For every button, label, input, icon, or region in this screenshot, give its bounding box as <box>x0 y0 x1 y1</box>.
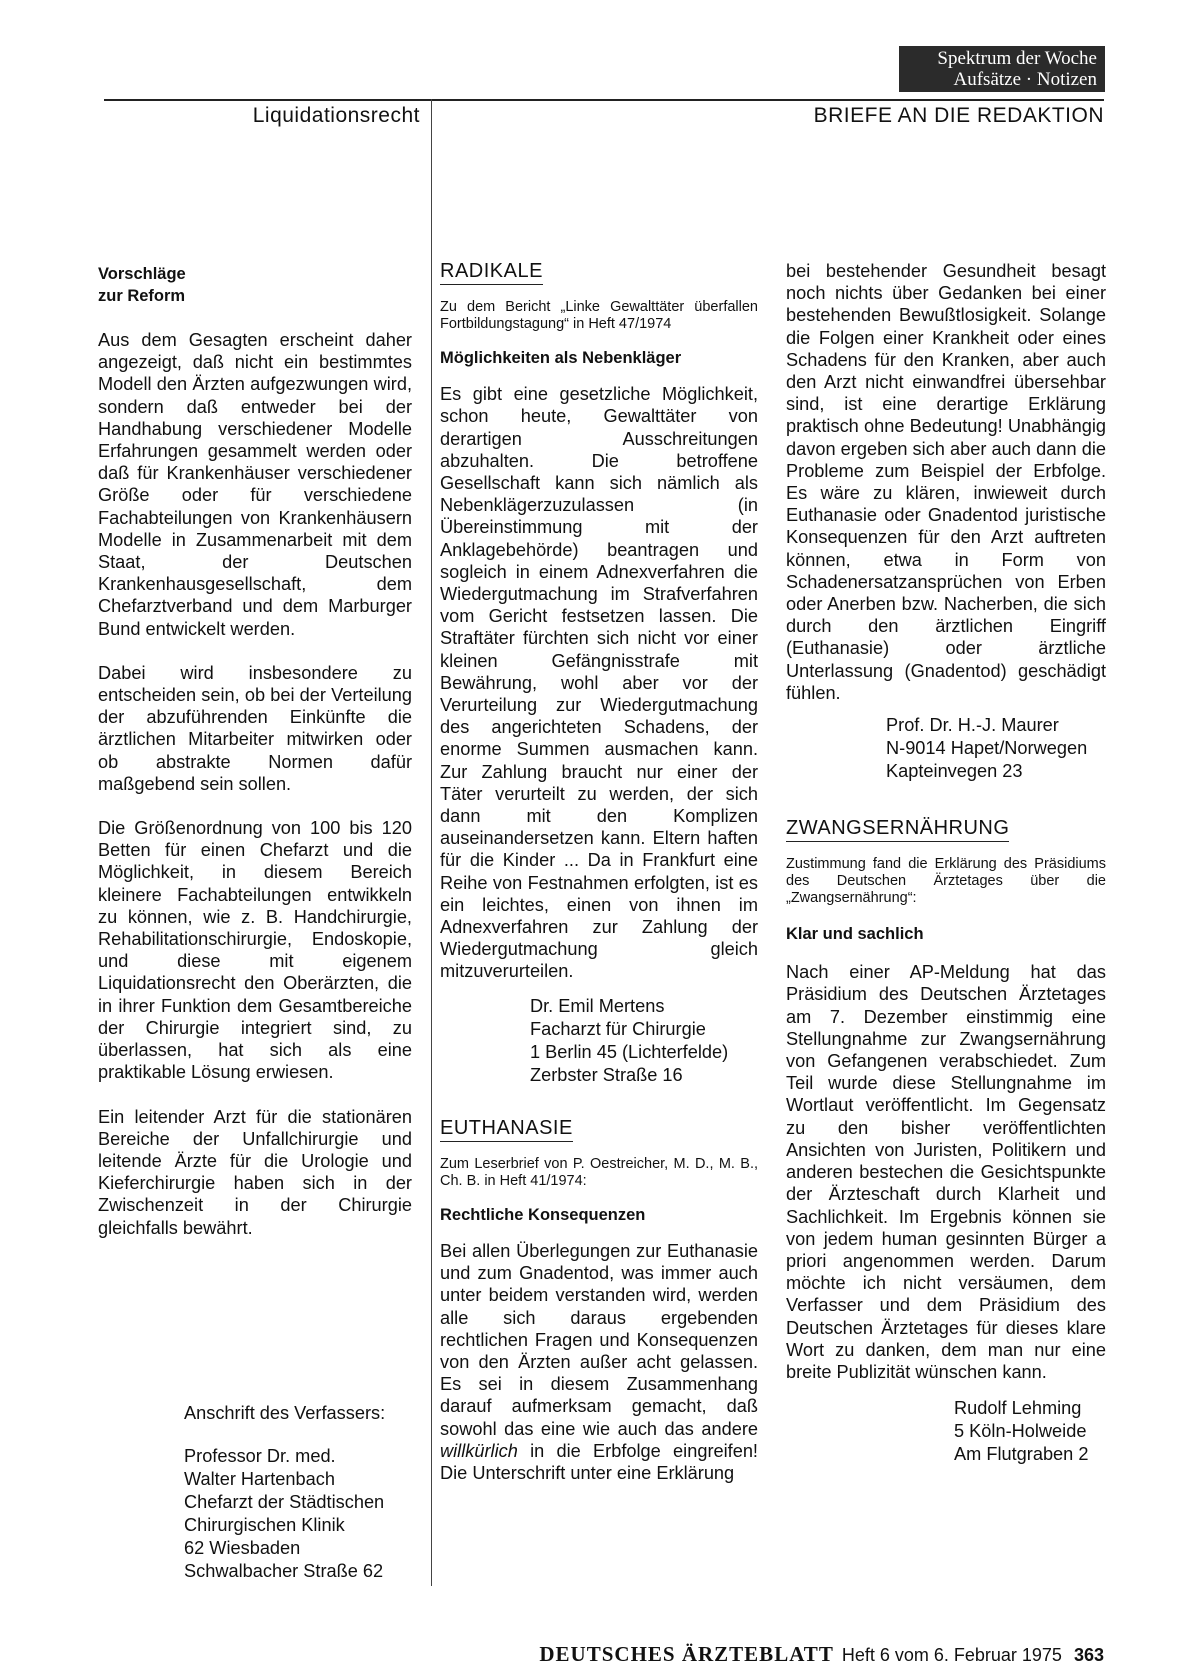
col3-signature-1 <box>886 714 1106 783</box>
col2-subheading-2: Rechtliche Konsequenzen <box>440 1205 646 1224</box>
col2-paragraph-2-italic: willkürlich <box>440 1440 518 1461</box>
author-address <box>184 1402 424 1583</box>
signature-line: Kapteinvegen 23 <box>886 761 1023 782</box>
section-badge <box>899 46 1105 92</box>
signature-line: N-9014 Hapet/Norwegen <box>886 738 1088 759</box>
col3-reference: Zustimmung fand die Erklärung des Präsidiums des Deutschen Ärztetages über die „Zwangsernährung“: <box>786 856 1106 907</box>
col2-paragraph-2-end: in die Erbfolge eingreifen! Die Unterschrift unter eine Erklärung <box>440 1440 758 1483</box>
page-number: 363 <box>1073 1645 1104 1665</box>
col3-paragraph-2: Nach einer AP-Meldung hat das Präsidium des Deutschen Ärztetages am 7. Dezember einstimmig eine Stellungnahme zur Zwangsernährung von Gefangenen verabschiedet. Zum Teil wurde diese Stellungnahme im Wortlaut veröffentlicht. Im Gegensatz zu den bisher veröffentlichten Ansichten von Juristen, Politikern und anderen bestechen die Gesichtspunkte der Ärzteschaft durch Klarheit und Sachlichkeit. Im Ergebnis können sie von jedem human gesinnten Bürger a priori angenommen werden. Darum möchte ich nicht versäumen, dem Verfasser und dem Präsidium des Deutschen Ärztetages für dieses klare Wort zu danken, dem man nur eine breite Publizität wünschen kann. <box>786 962 1106 1382</box>
column-divider <box>431 99 432 1586</box>
col1-paragraph-4: Ein leitender Arzt für die stationären Bereiche der Unfallchirurgie und leitende Ärzte für die Urologie und Kieferchirurgie haben sich in der Zwischenzeit in der Chirurgie gleichfalls bewährt. <box>98 1106 412 1238</box>
address-line: Professor Dr. med. <box>184 1446 336 1466</box>
col2-subheading-1: Möglichkeiten als Nebenkläger <box>440 349 682 368</box>
column-2 <box>440 260 758 1484</box>
column-1 <box>98 263 412 1239</box>
page-footer <box>484 1642 1104 1667</box>
col2-paragraph-1: Es gibt eine gesetzliche Möglichkeit, schon heute, Gewalttäter von derartigen Ausschreitungen abzuhalten. Die betroffene Gesellschaft kann sich nämlich als Nebenklägerzuzulassen (in Übereinstimmung mit der Anklagebehörde) beantragen und sogleich in einem Adnexverfahren die Wiedergutmachung im Strafverfahren vom Gericht festsetzen lassen. Die Straftäter fürchten sich nicht vor einer kleinen Gefängnisstrafe mit Bewährung, wohl aber vor der Verurteilung zur Wiedergutmachung des angerichteten Schadens, der enorme Summen ausmachen kann. Zur Zahlung braucht nur einer der Täter verurteilt zu werden, der sich dann mit den Komplizen auseinandersetzen kann. Eltern haften für die Kinder ... Da in Frankfurt eine Reihe von Festnahmen erfolgten, ist es ein leichtes, einen von ihnen im Adnexverfahren zur Zahlung der Wiedergutmachung gleich mitzuverurteilen. <box>440 384 758 982</box>
col2-paragraph-2-start: Bei allen Überlegungen zur Euthanasie und zum Gnadentod, was immer auch unter beidem verstanden wird, werden alle sich daraus ergebenden rechtlichen Fragen und Konsequenzen von den Ärzten außer acht gelassen. Es sei in diesem Zusammenhang darauf aufmerksam gemacht, daß sowohl das eine wie auch das andere <box>440 1240 758 1439</box>
signature-line: Am Flutgraben 2 <box>954 1444 1089 1465</box>
address-line: Walter Hartenbach <box>184 1469 335 1489</box>
signature-line: Facharzt für Chirurgie <box>530 1018 706 1039</box>
magazine-title: DEUTSCHES ÄRZTEBLATT <box>539 1642 834 1666</box>
signature-line: Dr. Emil Mertens <box>530 995 665 1016</box>
col3-subheading: Klar und sachlich <box>786 925 924 944</box>
col2-paragraph-2 <box>440 1240 758 1484</box>
col1-paragraph-2: Dabei wird insbesondere zu entscheiden sein, ob bei der Verteilung der abzuführenden Einkünfte die ärztlichen Mitarbeiter mitwirken oder ob abstrakte Normen dafür maßgebend sein sollen. <box>98 662 412 794</box>
col3-paragraph-1: bei bestehender Gesundheit besagt noch nichts über Gedanken bei einer bestehenden Bewußtlosigkeit. Solange die Folgen einer Krankheit oder eines Schadens für den Kranken, aber auch den Arzt nicht einwandfrei übersehbar sind, ist eine derartige Erklärung praktisch ohne Bedeutung! Unabhängig davon ergeben sich aber auch dann die Probleme zum Beispiel der Erbfolge. Es wäre zu klären, inwieweit durch Euthanasie oder Gnadentod juristische Konsequenzen für den Arzt auftreten können, etwa in Form von Schadenersatzansprüchen von Erben oder Anerben bzw. Nacherben, die sich durch den ärztlichen Eingriff (Euthanasie) oder ärztliche Unterlassung (Gnadentod) geschädigt fühlen. <box>786 261 1106 703</box>
col1-heading-line2: zur Reform <box>98 287 186 305</box>
signature-line: 5 Köln-Holweide <box>954 1421 1087 1442</box>
address-line: Chefarzt der Städtischen <box>184 1492 385 1512</box>
address-label: Anschrift des Verfassers: <box>184 1403 386 1423</box>
section-title-euthanasie: EUTHANASIE <box>440 1117 573 1142</box>
address-line: 62 Wiesbaden <box>184 1538 301 1558</box>
col1-paragraph-3: Die Größenordnung von 100 bis 120 Betten für einen Chefarzt und die Möglichkeit, in diesem Bereich kleinere Fachabteilungen entwikkeln zu können, wie z. B. Handchirurgie, Rehabilitationschirurgie, Endoskopie, und diese mit eigenem Liquidationsrecht den Oberärzten, die in ihrer Funktion dem Gesamtbereiche der Chirurgie integriert sind, zu überlassen, hat sich als eine praktikable Lösung erwiesen. <box>98 818 412 1083</box>
badge-line-2: Aufsätze · Notizen <box>953 69 1097 90</box>
section-title-radikale: RADIKALE <box>440 260 543 285</box>
header-rule <box>104 99 1104 101</box>
signature-line: Prof. Dr. H.-J. Maurer <box>886 715 1059 736</box>
badge-line-1: Spektrum der Woche <box>937 48 1097 69</box>
header-left-title: Liquidationsrecht <box>252 104 420 127</box>
col1-paragraph-1: Aus dem Gesagten erscheint daher angezeigt, daß nicht ein bestimmtes Modell den Ärzten aufgezwungen wird, sondern daß entweder bei der Handhabung verschiedener Modelle Erfahrungen gesammelt werden oder daß für Krankenhäuser verschiedener Größe oder für verschiedene Fachabteilungen von Krankenhäusern Modelle in Zusammenarbeit mit dem Staat, der Deutschen Krankenhausgesellschaft, dem Chefarztverband und dem Marburger Bund entwickelt werden. <box>98 330 412 639</box>
col2-signature-1 <box>530 995 758 1087</box>
col2-reference-1: Zu dem Bericht „Linke Gewalttäter überfallen Fortbildungstagung“ in Heft 47/1974 <box>440 299 758 333</box>
signature-line: Rudolf Lehming <box>954 1398 1082 1419</box>
column-3 <box>786 260 1106 1466</box>
address-line: Schwalbacher Straße 62 <box>184 1561 384 1581</box>
issue-info: Heft 6 vom 6. Februar 1975 <box>841 1645 1062 1665</box>
col3-signature-2 <box>954 1397 1106 1466</box>
col1-heading-line1: Vorschläge <box>98 265 186 283</box>
header-right-title: BRIEFE AN DIE REDAKTION <box>813 104 1104 127</box>
section-title-zwangsernaehrung: ZWANGSERNÄHRUNG <box>786 817 1009 842</box>
address-line: Chirurgischen Klinik <box>184 1515 345 1535</box>
signature-line: Zerbster Straße 16 <box>530 1064 683 1085</box>
col2-reference-2: Zum Leserbrief von P. Oestreicher, M. D., M. B., Ch. B. in Heft 41/1974: <box>440 1155 758 1189</box>
signature-line: 1 Berlin 45 (Lichterfelde) <box>530 1041 729 1062</box>
